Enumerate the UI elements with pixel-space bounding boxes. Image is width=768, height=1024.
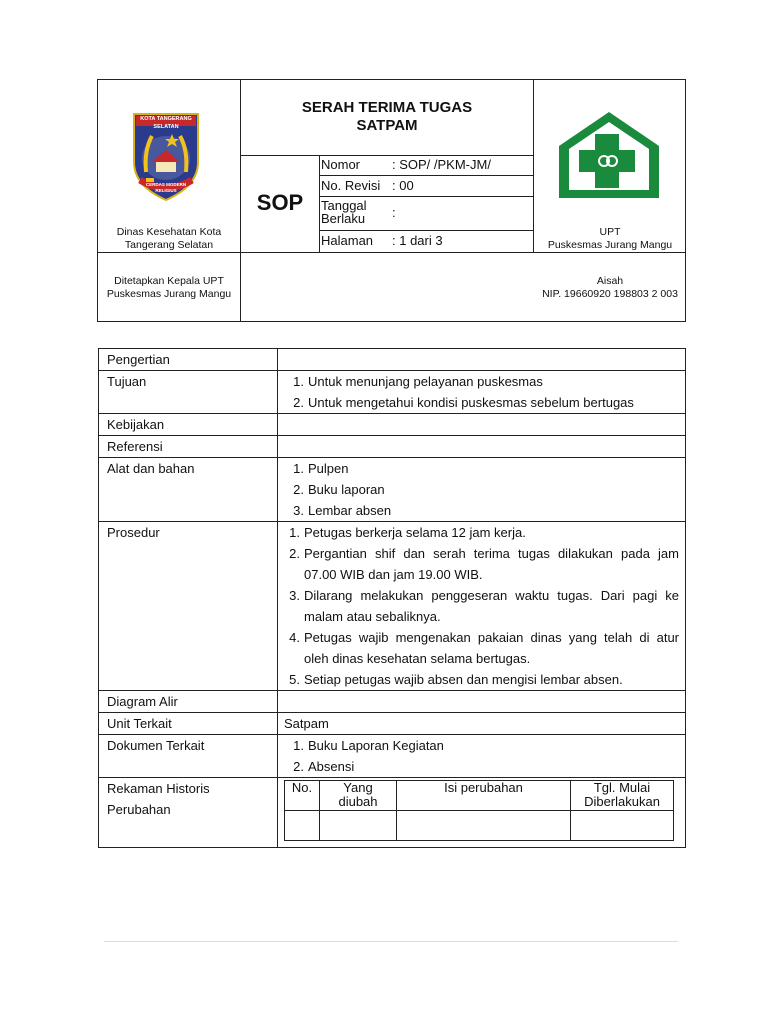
list-item: 4. Petugas wajib mengenakan pakaian dinas yang telah di atur [278,627,685,648]
list-item: 2. Absensi [278,756,685,777]
alat-item: Buku laporan [308,482,385,497]
list-item: 3. Dilarang melakukan penggeseran waktu tugas. Dari pagi ke [278,585,685,606]
prosedur-item-cont: oleh dinas kesehatan selama bertugas. [304,651,531,666]
divider [319,230,534,231]
divider [97,252,686,253]
left-org-line2: Tangerang Selatan [124,238,214,251]
row-label-kebijakan: Kebijakan [107,417,165,432]
referensi-value [278,436,686,458]
row-label-alat: Alat dan bahan [107,461,195,476]
history-empty-row [285,811,674,841]
row-label-unit: Unit Terkait [107,716,172,731]
prosedur-item: Petugas wajib mengenakan pakaian dinas yang telah di atur [304,630,679,645]
divider [319,155,320,253]
left-org-name [98,226,240,251]
meta-halaman-value: : 1 dari 3 [392,233,443,248]
kebijakan-value [278,414,686,436]
sop-label: SOP [256,190,304,215]
crest-text-top: KOTA TANGERANG SELATAN [140,116,192,130]
table-row [99,371,686,414]
right-org-line2: Puskesmas Jurang Mangu [547,238,673,251]
history-table [284,780,674,841]
list-item: 1. Petugas berkerja selama 12 jam kerja. [278,522,685,543]
city-crest-logo [116,110,216,202]
puskesmas-logo [555,108,663,202]
table-row [99,522,686,691]
meta-revisi-value: : 00 [392,178,414,193]
row-label-prosedur: Prosedur [107,525,160,540]
meta-tanggal-label: Tanggal Berlaku [321,198,367,226]
pengertian-value [278,349,686,371]
row-label-rekaman-1: Rekaman Historis [107,781,210,796]
left-org-line1: Dinas Kesehatan Kota [116,226,222,238]
meta-nomor-value: : SOP/ /PKM-JM/ [392,157,491,172]
sop-detail-table [98,348,686,848]
page-title [241,99,533,135]
right-org-name [534,226,686,251]
list-item: 5. Setiap petugas wajib absen dan mengisi lembar absen. [278,669,685,690]
prosedur-item: Pergantian shif dan serah terima tugas dilakukan pada jam [304,546,679,561]
table-row [99,713,686,735]
dokumen-item: Buku Laporan Kegiatan [308,738,444,753]
history-col-tgl-2: Diberlakukan [584,794,660,809]
divider [319,196,534,197]
diagram-value [278,691,686,713]
prosedur-item-cont: malam atau sebaliknya. [304,609,441,624]
established-line1: Ditetapkan Kepala UPT [114,275,224,287]
table-row [99,458,686,522]
right-org-line1: UPT [599,226,621,238]
list-item: 1. Pulpen [278,458,685,479]
alat-item: Pulpen [308,461,349,476]
list-item: 1. Untuk menunjang pelayanan puskesmas [278,371,685,392]
divider [240,155,534,156]
table-row [99,691,686,713]
meta-tanggal-value: : [392,205,396,220]
history-cell [320,811,397,841]
history-cell [285,811,320,841]
table-row [99,436,686,458]
signer-name: Aisah [596,275,624,287]
row-label-referensi: Referensi [107,439,163,454]
history-col-yang [320,781,397,811]
history-header-row [285,781,674,811]
alat-item: Lembar absen [308,503,392,518]
history-col-no: No. [285,781,320,811]
tujuan-item: Untuk mengetahui kondisi puskesmas sebelum bertugas [308,395,634,410]
meta-halaman-label: Halaman [321,233,374,248]
prosedur-item: Petugas berkerja selama 12 jam kerja. [304,525,526,540]
list-item: 2. Pergantian shif dan serah terima tugas dilakukan pada jam [278,543,685,564]
table-row [99,414,686,436]
dokumen-item: Absensi [308,759,355,774]
list-item: 3. Lembar absen [278,500,685,521]
history-cell [571,811,674,841]
crest-text-bottom: CERDAS MODERN RELIGIUS [145,182,187,193]
tujuan-item: Untuk menunjang pelayanan puskesmas [308,374,543,389]
list-item: 2. Buku laporan [278,479,685,500]
divider [319,175,534,176]
table-row [99,349,686,371]
prosedur-item: Setiap petugas wajib absen dan mengisi lembar absen. [304,672,623,687]
established-by [98,275,240,300]
prosedur-item-cont: 07.00 WIB dan jam 19.00 WIB. [304,567,483,582]
row-label-tujuan: Tujuan [107,374,147,389]
row-label-pengertian: Pengertian [107,352,170,367]
row-label-diagram: Diagram Alir [107,694,178,709]
row-label-rekaman-2: Perubahan [107,802,171,817]
history-cell [397,811,571,841]
list-item: 2. Untuk mengetahui kondisi puskesmas sebelum bertugas [278,392,685,413]
meta-nomor-label: Nomor [321,157,361,172]
page-divider [104,941,678,942]
meta-revisi-label: No. Revisi [321,178,381,193]
history-col-tgl-1: Tgl. Mulai [593,780,651,795]
table-row [99,735,686,778]
row-label-dokumen: Dokumen Terkait [107,738,205,753]
prosedur-item: Dilarang melakukan penggeseran waktu tugas. Dari pagi ke [304,588,679,603]
established-line2: Puskesmas Jurang Mangu [106,287,232,300]
unit-value: Satpam [284,716,329,731]
history-col-tgl [571,781,674,811]
title-line1: SERAH TERIMA TUGAS [301,99,473,116]
signer-nip: NIP. 19660920 198803 2 003 [542,287,678,300]
title-line2: SATPAM [356,117,418,134]
history-col-isi: Isi perubahan [397,781,571,811]
signer-block [534,275,686,300]
history-col-yang-2: diubah [338,794,378,809]
list-item: 1. Buku Laporan Kegiatan [278,735,685,756]
table-row [99,778,686,848]
history-col-yang-1: Yang [343,780,373,795]
